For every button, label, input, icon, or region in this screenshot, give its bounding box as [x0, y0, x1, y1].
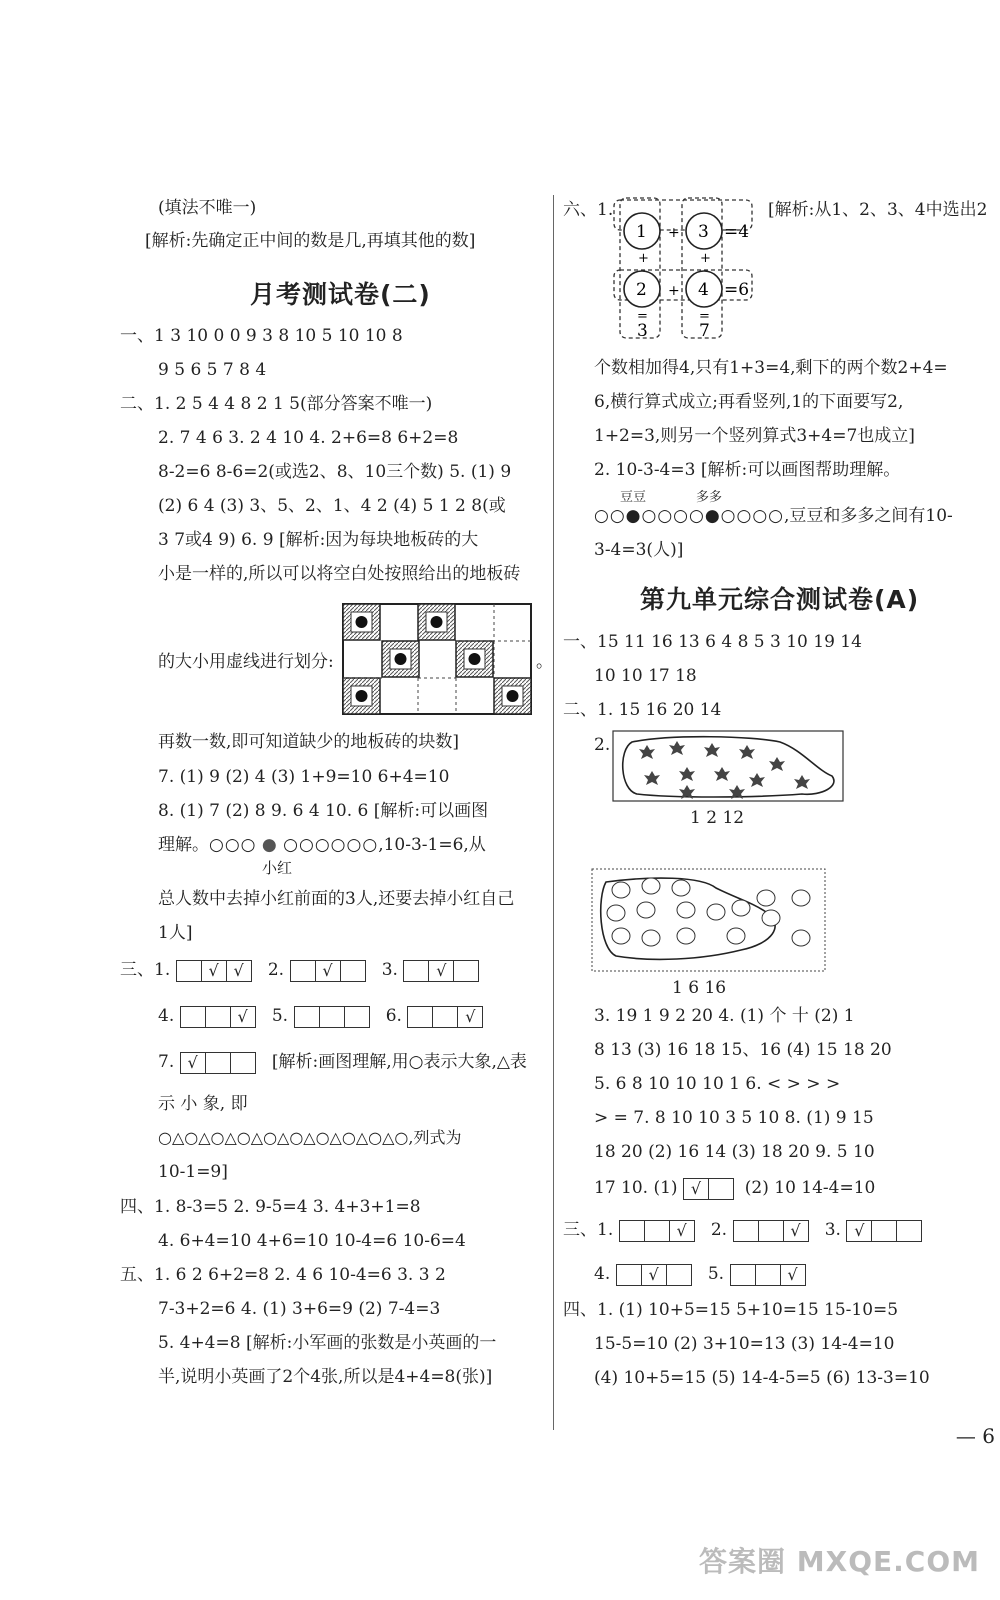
grid-number: 1	[636, 222, 647, 242]
answer-line: 四、1. (1) 10+5=15 5+10=15 15-10=5	[563, 1300, 899, 1320]
answer-line	[594, 504, 953, 528]
answer-line: 半,说明小英画了2个4张,所以是4+4=8(张)]	[158, 1367, 493, 1387]
answer-line: 五、1. 6 2 6+2=8 2. 4 6 10-4=6 3. 3 2	[120, 1265, 446, 1285]
check-mark: √	[202, 961, 227, 981]
tomato-icon	[612, 928, 630, 944]
grid-equals: =6	[724, 280, 750, 300]
group-label: 1 6 16	[672, 978, 727, 998]
label: 4.	[158, 1006, 175, 1026]
answer-line: 的大小用虚线进行划分:	[158, 652, 334, 672]
check-mark: √	[233, 960, 244, 980]
answer-boxes	[407, 1006, 483, 1028]
tomato-icon	[677, 902, 695, 918]
answer-boxes	[683, 1178, 734, 1200]
answer-line: 2. 7 4 6 3. 2 4 10 4. 2+6=8 6+2=8	[158, 428, 459, 448]
label: 三、1.	[563, 1220, 614, 1240]
group-label: 1 2 12	[690, 808, 745, 828]
answer-boxes	[733, 1220, 809, 1242]
answer-line: 5. 6 8 10 10 10 1 6. < > > >	[594, 1074, 841, 1094]
answer-line: 7. (1) 9 (2) 4 (3) 1+9=10 6+4=10	[158, 767, 450, 787]
tomato-icon	[607, 905, 625, 921]
red-circle-icon: ●	[261, 835, 278, 855]
tomato-icon	[732, 900, 750, 916]
leaf-group-picture	[612, 730, 844, 802]
grid-number: 4	[698, 280, 709, 300]
text: 17 10. (1)	[594, 1178, 678, 1198]
analysis-note: [解析:先确定正中间的数是几,再填其他的数]	[145, 231, 476, 251]
answer-line: 3-4=3(人)]	[594, 540, 684, 560]
answer-line: 再数一数,即可知道缺少的地板砖的块数]	[158, 732, 460, 752]
answer-line: 。	[536, 652, 553, 672]
grid-number: 7	[699, 321, 710, 341]
answer-line: 2.	[594, 735, 611, 755]
text: 理解。	[158, 835, 209, 855]
grid-plus: +	[668, 225, 680, 241]
column-divider	[553, 195, 554, 1430]
answer-boxes	[180, 1006, 256, 1028]
answer-line: 一、15 11 16 13 6 4 8 5 3 10 19 14	[563, 632, 862, 652]
check-mark: √	[847, 1221, 872, 1241]
check-mark: √	[316, 961, 341, 981]
page-number: — 6	[955, 1424, 995, 1448]
answer-boxes	[619, 1220, 695, 1242]
answer-line: 8 13 (3) 16 18 15、16 (4) 15 18 20	[594, 1040, 892, 1060]
answer-line: 9 5 6 5 7 8 4	[158, 360, 267, 380]
label: 4.	[594, 1264, 611, 1284]
answer-line: 15-5=10 (2) 3+10=13 (3) 14-4=10	[594, 1334, 895, 1354]
answer-line: 7-3+2=6 4. (1) 3+6=9 (2) 7-4=3	[158, 1299, 441, 1319]
grid-equals: =4	[724, 222, 750, 242]
answer-line: 1人]	[158, 923, 193, 943]
text: ,豆豆和多多之间有10-	[784, 506, 953, 526]
answer-line: 六、1.	[563, 200, 614, 220]
check-mark: √	[676, 1220, 687, 1240]
watermark-logo: 答案圈 MXQE.COM	[699, 1545, 980, 1578]
floor-tile-dot	[395, 653, 407, 665]
tomato-icon	[757, 890, 775, 906]
check-mark: √	[790, 1220, 801, 1240]
grid-number: 3	[698, 222, 709, 242]
answer-line: (2) 6 4 (3) 3、5、2、1、4 2 (4) 5 1 2 8(或	[158, 496, 506, 516]
answer-line: 1+2=3,则另一个竖列算式3+4=7也成立]	[594, 426, 915, 446]
label: 7.	[158, 1052, 175, 1072]
grid-plus: +	[638, 251, 649, 266]
doudou-label: 豆豆	[620, 490, 647, 505]
answer-line: 2. 10-3-4=3 [解析:可以画图帮助理解。	[594, 460, 901, 480]
circle-row: ○○●○○○○●○○○○	[594, 506, 785, 526]
answer-line: 3 7或4 9) 6. 9 [解析:因为每块地板砖的大	[158, 530, 479, 550]
answer-boxes	[180, 1052, 256, 1074]
grid-equals: =	[637, 309, 648, 324]
label: 2.	[710, 1220, 728, 1240]
floor-tile-dot	[469, 653, 481, 665]
number-grid-diagram	[612, 196, 762, 341]
duoduo-label: 多多	[696, 490, 723, 505]
analysis-text: [解析:从1、2、3、4中选出2	[768, 200, 988, 220]
section-title-monthly-test: 月考测试卷(二)	[250, 280, 431, 309]
xiaohong-label: 小红	[262, 859, 293, 877]
answer-line: 8. (1) 7 (2) 8 9. 6 4 10. 6 [解析:可以画图	[158, 801, 489, 821]
answer-boxes	[730, 1264, 806, 1286]
grid-plus: +	[700, 251, 711, 266]
answer-line: 总人数中去掉小红前面的3人,还要去掉小红自己	[158, 889, 515, 909]
floor-tile-dot	[507, 690, 519, 702]
circle-row: ○○○○○○	[283, 835, 379, 855]
floor-tile-dot	[356, 616, 368, 628]
answer-line	[120, 958, 479, 982]
check-mark: √	[237, 1006, 248, 1026]
tomato-icon	[612, 882, 630, 898]
check-mark: √	[429, 961, 454, 981]
answer-boxes	[403, 960, 479, 982]
label: 3.	[381, 960, 398, 980]
tomato-icon	[642, 930, 660, 946]
answer-line: 5. 4+4=8 [解析:小军画的张数是小英画的一	[158, 1333, 497, 1353]
answer-line: 18 20 (2) 16 14 (3) 18 20 9. 5 10	[594, 1142, 875, 1162]
answer-line: 个数相加得4,只有1+3=4,剩下的两个数2+4=	[594, 358, 948, 378]
analysis-text: [解析:画图理解,用○表示大象,△表	[271, 1052, 527, 1072]
grid-number: 3	[637, 321, 648, 341]
tomato-icon	[792, 930, 810, 946]
label: 三、1.	[120, 960, 171, 980]
answer-boxes	[616, 1264, 692, 1286]
check-mark: √	[181, 1053, 206, 1073]
label: 3.	[824, 1220, 841, 1240]
check-mark: √	[642, 1265, 667, 1285]
answer-line: (4) 10+5=15 (5) 14-4-5=5 (6) 13-3=10	[594, 1368, 930, 1388]
tomato-icon	[762, 910, 780, 926]
answer-line: 4. 6+4=10 4+6=10 10-4=6 10-6=4	[158, 1231, 466, 1251]
answer-line: 3. 19 1 9 2 20 4. (1) 个 十 (2) 1	[594, 1006, 855, 1026]
label: 2.	[267, 960, 285, 980]
fill-note: (填法不唯一)	[158, 198, 257, 218]
answer-line	[158, 833, 486, 857]
answer-boxes	[846, 1220, 922, 1242]
tomato-group-picture	[591, 868, 826, 972]
tomato-icon	[642, 878, 660, 894]
tomato-icon	[672, 880, 690, 896]
answer-line: 10 10 17 18	[594, 666, 697, 686]
text: ,10-3-1=6,从	[378, 835, 486, 855]
grid-plus: +	[668, 283, 680, 299]
label: 5.	[271, 1006, 289, 1026]
answer-boxes	[294, 1006, 370, 1028]
floor-tile-grid	[342, 603, 532, 715]
label: 5.	[707, 1264, 725, 1284]
answer-line	[158, 1004, 483, 1028]
answer-line	[158, 1050, 527, 1074]
text: (2) 10 14-4=10	[744, 1178, 876, 1198]
tomato-icon	[727, 928, 745, 944]
answer-boxes	[176, 960, 252, 982]
answer-line	[594, 1176, 875, 1200]
answer-line: 二、1. 2 5 4 4 8 2 1 5(部分答案不唯一)	[120, 394, 433, 414]
answer-line: ○△○△○△○△○△○△○△○△○△○,列式为	[158, 1128, 462, 1147]
answer-line: 一、1 3 10 0 0 9 3 8 10 5 10 10 8	[120, 326, 403, 346]
tomato-icon	[637, 902, 655, 918]
answer-line: 二、1. 15 16 20 14	[563, 700, 722, 720]
tomato-icon	[792, 890, 810, 906]
tomato-icon	[677, 928, 695, 944]
section-title-unit-nine: 第九单元综合测试卷(A)	[640, 585, 920, 614]
answer-line: 小是一样的,所以可以将空白处按照给出的地板砖	[158, 564, 521, 584]
answer-line: 四、1. 8-3=5 2. 9-5=4 3. 4+3+1=8	[120, 1197, 421, 1217]
check-mark: √	[465, 1006, 476, 1026]
answer-line: 8-2=6 8-6=2(或选2、8、10三个数) 5. (1) 9	[158, 462, 512, 482]
answer-line: > = 7. 8 10 10 3 5 10 8. (1) 9 15	[594, 1108, 874, 1128]
answer-line: 示 小 象, 即	[158, 1094, 248, 1114]
check-mark: √	[684, 1179, 709, 1199]
answer-line	[563, 1218, 922, 1242]
floor-tile-dot	[431, 616, 443, 628]
circle-row: ○○○	[209, 835, 257, 855]
tomato-icon	[707, 904, 725, 920]
grid-number: 2	[636, 280, 647, 300]
answer-boxes	[290, 960, 366, 982]
floor-tile-dot	[356, 690, 368, 702]
answer-line: 6,横行算式成立;再看竖列,1的下面要写2,	[594, 392, 904, 412]
answer-line	[594, 1262, 806, 1286]
answer-line: 10-1=9]	[158, 1162, 228, 1182]
check-mark: √	[787, 1264, 798, 1284]
grid-equals: =	[699, 309, 710, 324]
label: 6.	[385, 1006, 402, 1026]
